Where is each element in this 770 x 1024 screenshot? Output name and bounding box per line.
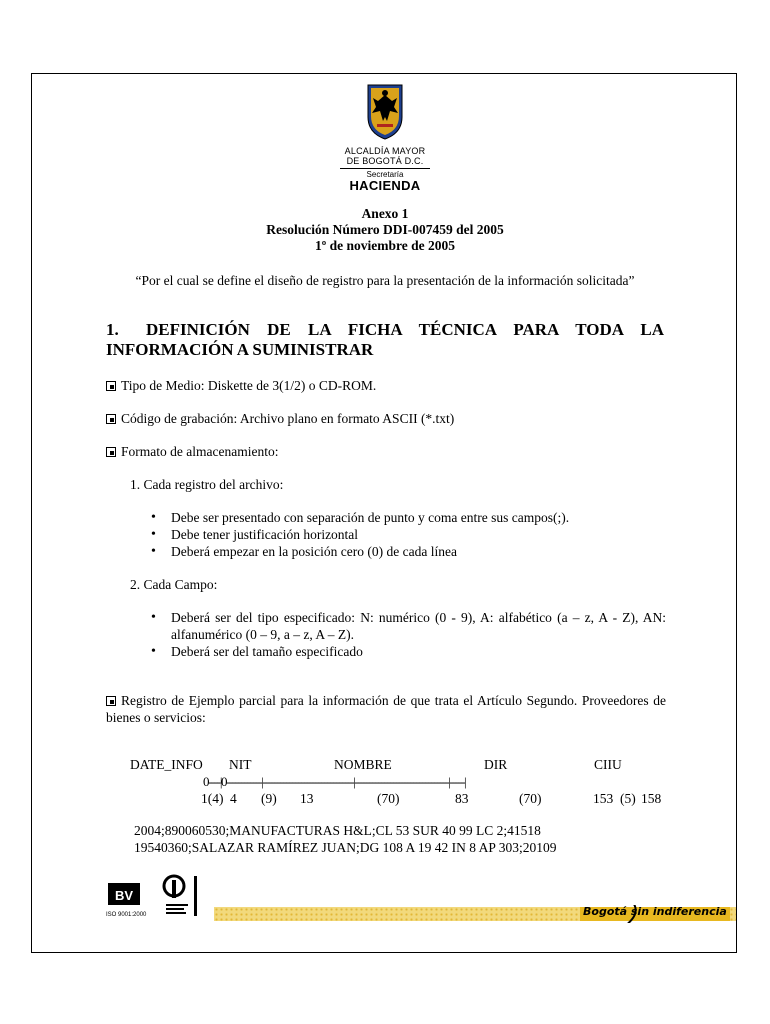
pos-nombre-len: (70) xyxy=(377,791,400,806)
field-header-ciiu: CIIU xyxy=(594,757,622,772)
pos-nombre-start: 13 xyxy=(300,791,314,806)
codigo-text: Código de grabación: Archivo plano en formato ASCII (*.txt) xyxy=(121,411,455,426)
list-item: • Deberá empezar en la posición cero (0) de cada línea xyxy=(148,543,668,560)
item-formato xyxy=(106,443,278,460)
pos-ciiu-len: (5) xyxy=(620,791,636,806)
alcaldia-line2: DE BOGOTÁ D.C. xyxy=(346,156,424,166)
anexo-title: Anexo 1 xyxy=(361,206,409,221)
checkbox-icon xyxy=(106,696,116,706)
pos-end: 158 xyxy=(641,791,662,806)
slogan-text: Bogotá sin indiferencia xyxy=(583,905,727,918)
formato-text: Formato de almacenamiento: xyxy=(121,444,279,459)
field-header-date: DATE_INFO xyxy=(130,757,203,772)
ejemplo-text: Registro de Ejemplo parcial para la información de que trata el Artículo Segundo. Proveedores de bienes o servicios: xyxy=(106,693,666,725)
field-header-nombre: NOMBRE xyxy=(334,757,392,772)
list-item: • Debe ser presentado con separación de punto y coma entre sus campos(;). xyxy=(148,509,668,526)
campo-label: 2. Cada Campo: xyxy=(130,577,218,592)
campo-list xyxy=(148,609,666,660)
svg-text:BV: BV xyxy=(114,888,134,903)
resolucion-title: Resolución Número DDI-007459 del 2005 xyxy=(266,222,504,237)
item-codigo xyxy=(106,410,454,427)
bogota-coat-of-arms-icon xyxy=(365,83,405,141)
pos-nit-start: 4 xyxy=(230,791,237,806)
sample-record: 19540360;SALAZAR RAMÍREZ JUAN;DG 108 A 19 42 IN 8 AP 303;20109 xyxy=(134,840,557,855)
pos-dir-start: 83 xyxy=(455,791,469,806)
secretaria-label: Secretaría xyxy=(366,170,404,179)
bvqi-logo-icon xyxy=(108,877,140,911)
registro-label: 1. Cada registro del archivo: xyxy=(130,477,284,492)
pos-ciiu-start: 153 xyxy=(593,791,614,806)
logo-divider xyxy=(340,168,430,169)
field-header-dir: DIR xyxy=(484,757,508,772)
registro-list xyxy=(148,509,668,560)
section-heading xyxy=(106,320,664,360)
checkbox-icon xyxy=(106,414,116,424)
iso-label: ISO 9001:2000 xyxy=(106,912,147,918)
alcaldia-logo xyxy=(0,83,770,193)
ejemplo-paragraph xyxy=(106,692,666,726)
fecha-title: 1º de noviembre de 2005 xyxy=(315,238,455,253)
pos-dir-len: (70) xyxy=(519,791,542,806)
quote-text: “Por el cual se define el diseño de registro para la presentación de la información solicitada” xyxy=(135,273,635,288)
list-item: • Deberá ser del tipo especificado: N: numérico (0 - 9), A: alfabético (a – z, A - Z), AN: alfanumérico (0 – 9, a – z, A – Z). xyxy=(148,609,666,643)
pos-nit-len: (9) xyxy=(261,791,277,806)
item-tipo-medio xyxy=(106,377,376,394)
checkbox-icon xyxy=(106,447,116,457)
list-item: • Deberá ser del tamaño especificado xyxy=(148,643,666,660)
field-header-nit: NIT xyxy=(229,757,252,772)
sample-record: 2004;890060530;MANUFACTURAS H&L;CL 53 SUR 40 99 LC 2;41518 xyxy=(134,823,541,838)
pos-date: 1(4) xyxy=(201,791,224,806)
alcaldia-line1: ALCALDÍA MAYOR xyxy=(344,146,426,156)
checkbox-icon xyxy=(106,381,116,391)
icontec-logo-icon xyxy=(162,874,204,920)
hacienda-label: HACIENDA xyxy=(349,178,421,193)
document-header xyxy=(0,206,770,254)
section-title: DEFINICIÓN DE LA FICHA TÉCNICA PARA TODA LA INFORMACIÓN A SUMINISTRAR xyxy=(106,320,664,359)
section-number: 1. xyxy=(106,320,119,339)
list-item: • Debe tener justificación horizontal xyxy=(148,526,668,543)
field-ruler: 0----|0------------|-------------------------------|--------------------------------|-----| xyxy=(203,774,466,789)
tipo-medio-text: Tipo de Medio: Diskette de 3(1/2) o CD-ROM. xyxy=(121,378,377,393)
